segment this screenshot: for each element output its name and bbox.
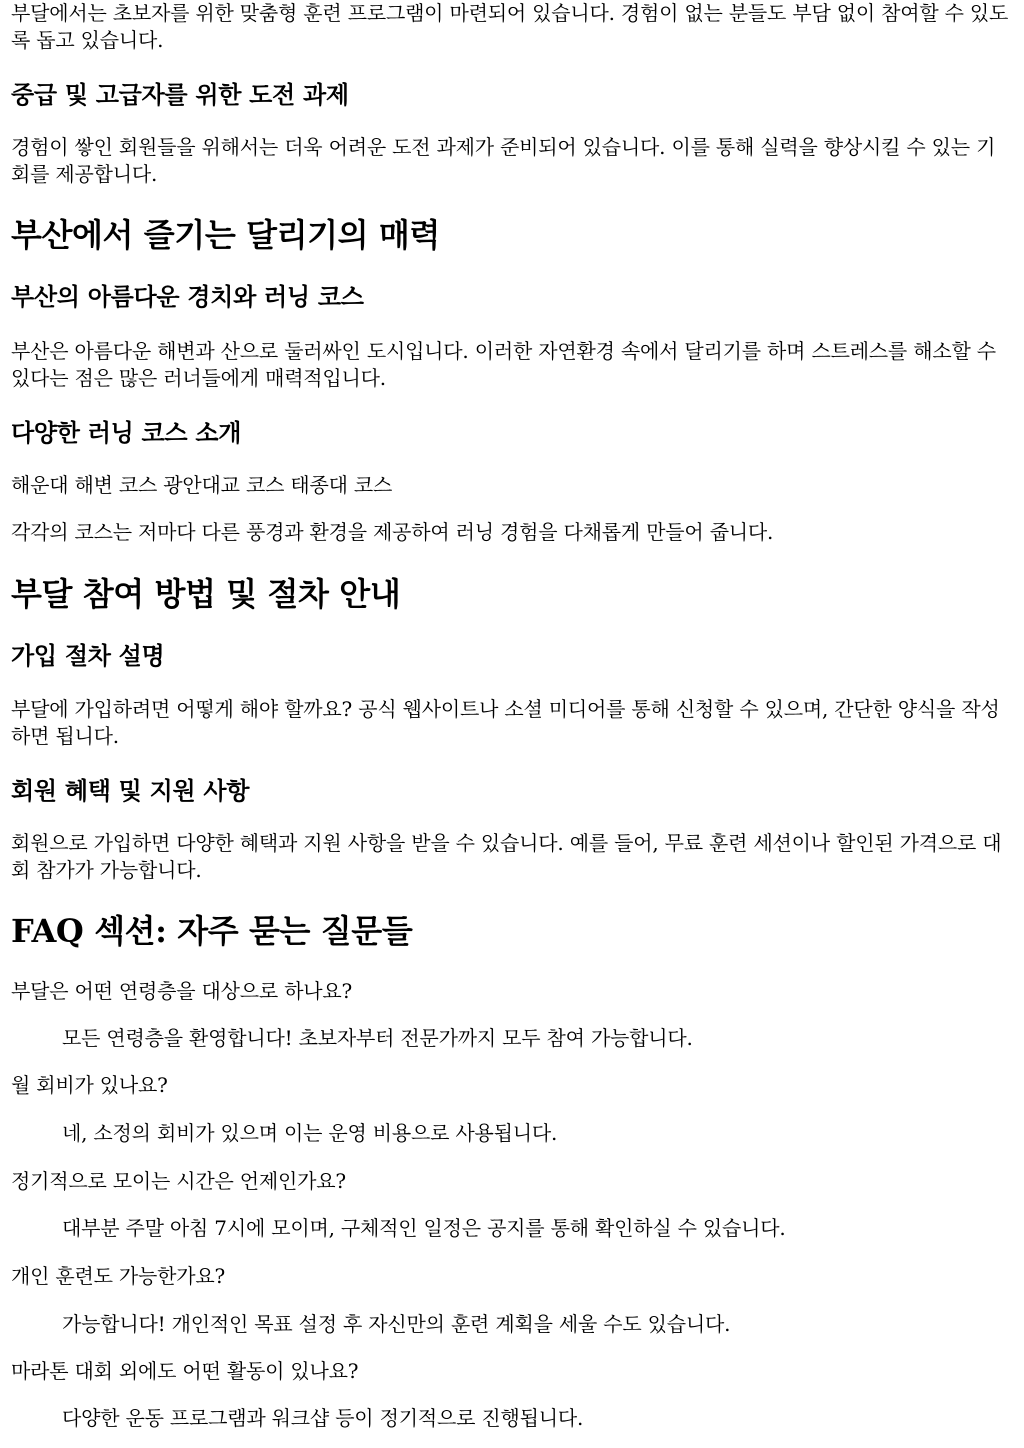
faq-answer: 네, 소정의 회비가 있으며 이는 운영 비용으로 사용됩니다. xyxy=(62,1121,558,1145)
busan-running-heading: 부산에서 즐기는 달리기의 매력 xyxy=(11,216,440,254)
member-benefits-heading: 회원 혜택 및 지원 사항 xyxy=(11,776,250,805)
join-procedure-heading: 부달 참여 방법 및 절차 안내 xyxy=(11,575,401,613)
running-courses-list: 해운대 해변 코스 광안대교 코스 태종대 코스 xyxy=(11,473,393,497)
faq-answer: 대부분 주말 아침 7시에 모이며, 구체적인 일정은 공지를 통해 확인하실 수 있습니다. xyxy=(62,1216,786,1240)
running-courses-paragraph: 각각의 코스는 저마다 다른 풍경과 환경을 제공하여 러닝 경험을 다채롭게 만들어 줍니다. xyxy=(11,520,774,544)
faq-answer: 가능합니다! 개인적인 목표 설정 후 자신만의 훈련 계획을 세울 수도 있습니다. xyxy=(62,1312,731,1336)
busan-scenery-paragraph: 부산은 아름다운 해변과 산으로 둘러싸인 도시입니다. 이러한 자연환경 속에서 달리기를 하며 스트레스를 해소할 수 있다는 점은 많은 러너들에게 매력적입니다. xyxy=(11,339,996,390)
signup-heading: 가입 절차 설명 xyxy=(11,641,165,670)
running-courses-heading: 다양한 러닝 코스 소개 xyxy=(11,418,242,447)
faq-question: 부달은 어떤 연령층을 대상으로 하나요? xyxy=(11,979,353,1003)
faq-answer: 다양한 운동 프로그램과 워크샵 등이 정기적으로 진행됩니다. xyxy=(62,1406,584,1430)
intro-paragraph: 부달에서는 초보자를 위한 맞춤형 훈련 프로그램이 마련되어 있습니다. 경험이 없는 분들도 부담 없이 참여할 수 있도록 돕고 있습니다. xyxy=(11,1,1009,52)
advanced-challenges-heading: 중급 및 고급자를 위한 도전 과제 xyxy=(11,80,349,109)
faq-question: 정기적으로 모이는 시간은 언제인가요? xyxy=(11,1169,346,1193)
faq-heading: FAQ 섹션: 자주 묻는 질문들 xyxy=(11,912,413,950)
member-benefits-paragraph: 회원으로 가입하면 다양한 혜택과 지원 사항을 받을 수 있습니다. 예를 들어, 무료 훈련 세션이나 할인된 가격으로 대회 참가가 가능합니다. xyxy=(11,831,1002,882)
faq-question: 월 회비가 있나요? xyxy=(11,1073,168,1097)
busan-scenery-heading: 부산의 아름다운 경치와 러닝 코스 xyxy=(11,282,364,311)
faq-question: 마라톤 대회 외에도 어떤 활동이 있나요? xyxy=(11,1359,359,1383)
advanced-challenges-paragraph: 경험이 쌓인 회원들을 위해서는 더욱 어려운 도전 과제가 준비되어 있습니다. 이를 통해 실력을 향상시킬 수 있는 기회를 제공합니다. xyxy=(11,135,996,186)
signup-paragraph: 부달에 가입하려면 어떻게 해야 할까요? 공식 웹사이트나 소셜 미디어를 통해 신청할 수 있으며, 간단한 양식을 작성하면 됩니다. xyxy=(11,697,1000,748)
faq-question: 개인 훈련도 가능한가요? xyxy=(11,1264,226,1288)
faq-answer: 모든 연령층을 환영합니다! 초보자부터 전문가까지 모두 참여 가능합니다. xyxy=(62,1026,693,1050)
